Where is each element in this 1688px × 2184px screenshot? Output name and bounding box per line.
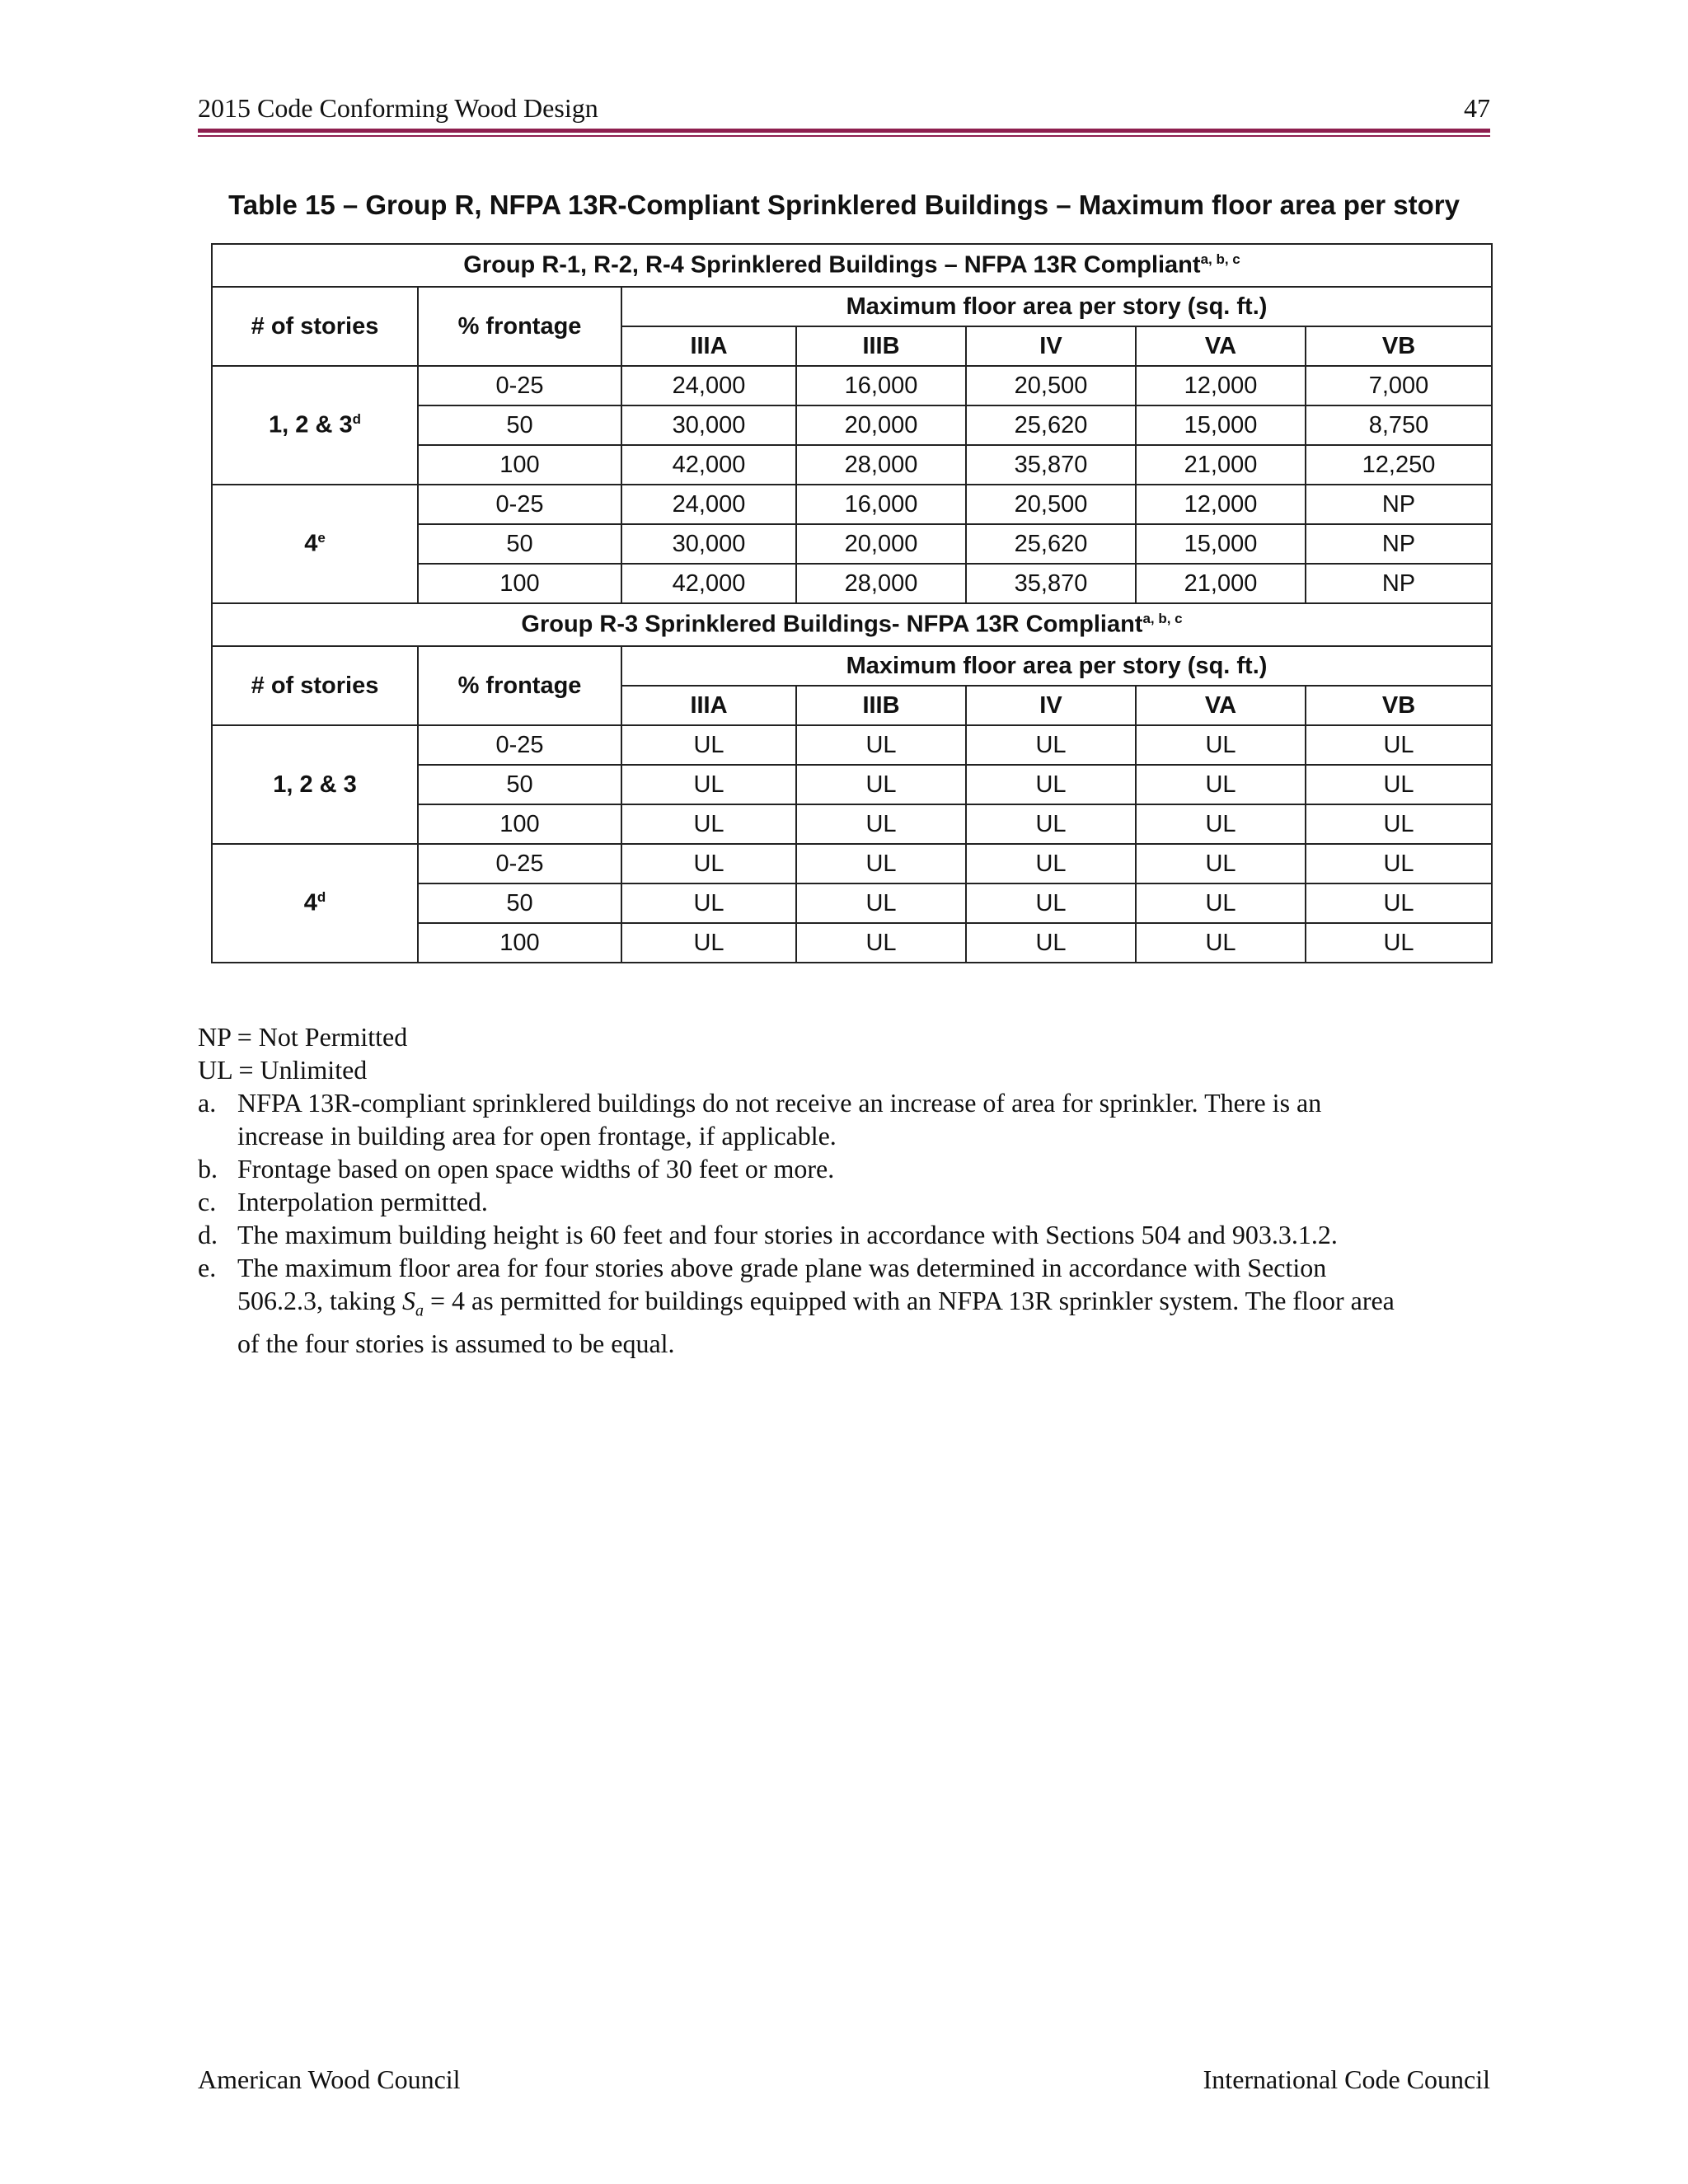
area-cell: UL — [1136, 883, 1306, 923]
stories-superscript: d — [316, 889, 326, 906]
col-header-max-area: Maximum floor area per story (sq. ft.) — [621, 646, 1492, 686]
area-cell: 12,000 — [1136, 485, 1306, 524]
table-header-row — [212, 646, 1492, 686]
table-section-title-row — [212, 603, 1492, 646]
area-cell: UL — [621, 844, 796, 883]
stories-superscript: e — [317, 530, 326, 546]
col-header-stories: # of stories — [212, 287, 418, 366]
frontage-cell: 0-25 — [418, 485, 621, 524]
area-cell: NP — [1306, 485, 1492, 524]
footnote-line: of the four stories is assumed to be equal. — [237, 1329, 675, 1359]
header-title: 2015 Code Conforming Wood Design — [198, 93, 598, 123]
frontage-cell: 50 — [418, 405, 621, 445]
table-row — [212, 725, 1492, 765]
area-cell: UL — [796, 765, 966, 804]
area-cell: 24,000 — [621, 485, 796, 524]
stories-cell — [212, 725, 418, 844]
header-rule-thick — [198, 129, 1490, 133]
area-cell: UL — [621, 923, 796, 963]
table-row — [212, 366, 1492, 405]
area-cell: UL — [1306, 765, 1492, 804]
col-header-type: IV — [966, 326, 1136, 366]
area-cell: UL — [796, 844, 966, 883]
frontage-cell: 50 — [418, 883, 621, 923]
area-cell: UL — [621, 725, 796, 765]
table-notes — [198, 1020, 1484, 1360]
area-cell: 42,000 — [621, 564, 796, 603]
table-header-row — [212, 287, 1492, 326]
area-cell: 20,500 — [966, 366, 1136, 405]
stories-label: 1, 2 & 3 — [273, 771, 357, 798]
footnote-line: Interpolation permitted. — [237, 1187, 488, 1216]
frontage-cell: 100 — [418, 564, 621, 603]
area-cell: 16,000 — [796, 366, 966, 405]
area-cell: 24,000 — [621, 366, 796, 405]
footnote-e — [198, 1251, 1484, 1360]
area-cell: UL — [1136, 923, 1306, 963]
frontage-cell: 100 — [418, 445, 621, 485]
col-header-type: IIIA — [621, 686, 796, 725]
section-title-text: Group R-1, R-2, R-4 Sprinklered Buildings – NFPA 13R Compliant — [463, 251, 1201, 279]
footnote-text: 506.2.3, taking — [237, 1286, 402, 1315]
area-cell: 20,500 — [966, 485, 1136, 524]
frontage-cell: 100 — [418, 923, 621, 963]
area-cell: UL — [966, 804, 1136, 844]
area-cell: 12,000 — [1136, 366, 1306, 405]
col-header-type: VA — [1136, 326, 1306, 366]
area-cell: 21,000 — [1136, 445, 1306, 485]
section-title — [212, 603, 1492, 646]
sa-symbol — [401, 1286, 424, 1320]
floor-area-table — [211, 243, 1493, 963]
col-header-type: IIIB — [796, 326, 966, 366]
area-cell: UL — [966, 883, 1136, 923]
footnote-label: a. — [198, 1088, 217, 1118]
col-header-type: VB — [1306, 686, 1492, 725]
area-cell: 20,000 — [796, 524, 966, 564]
stories-label: 1, 2 & 3 — [269, 411, 353, 438]
stories-cell — [212, 485, 418, 603]
stories-label: 4 — [304, 530, 318, 557]
col-header-frontage: % frontage — [418, 287, 621, 366]
area-cell: 28,000 — [796, 564, 966, 603]
area-cell: UL — [966, 923, 1136, 963]
area-cell: UL — [966, 725, 1136, 765]
table-row — [212, 844, 1492, 883]
running-header — [198, 89, 1490, 127]
area-cell: UL — [621, 765, 796, 804]
frontage-cell: 0-25 — [418, 366, 621, 405]
footnote — [198, 1086, 1484, 1152]
stories-superscript: d — [352, 411, 361, 428]
area-cell: 25,620 — [966, 405, 1136, 445]
area-cell: 21,000 — [1136, 564, 1306, 603]
area-cell: 16,000 — [796, 485, 966, 524]
footnote-label: d. — [198, 1220, 218, 1249]
footnote — [198, 1185, 1484, 1218]
table-caption: Table 15 – Group R, NFPA 13R-Compliant Sprinklered Buildings – Maximum floor area per story — [228, 190, 1460, 220]
table-body — [212, 244, 1492, 963]
frontage-cell: 100 — [418, 804, 621, 844]
area-cell: UL — [1136, 844, 1306, 883]
area-cell: 12,250 — [1306, 445, 1492, 485]
area-cell: UL — [1306, 844, 1492, 883]
footnote-list — [198, 1086, 1484, 1251]
footnote-text: = 4 as permitted for buildings equipped with an NFPA 13R sprinkler system. The floor area — [423, 1286, 1395, 1315]
section-title-text: Group R-3 Sprinklered Buildings- NFPA 13R Compliant — [521, 611, 1143, 638]
area-cell: 15,000 — [1136, 405, 1306, 445]
area-cell: UL — [1306, 923, 1492, 963]
area-cell: NP — [1306, 524, 1492, 564]
area-cell: UL — [796, 725, 966, 765]
col-header-max-area: Maximum floor area per story (sq. ft.) — [621, 287, 1492, 326]
area-cell: 42,000 — [621, 445, 796, 485]
col-header-type: VA — [1136, 686, 1306, 725]
section-title — [212, 244, 1492, 287]
col-header-type: IIIA — [621, 326, 796, 366]
footnote-line: increase in building area for open frontage, if applicable. — [237, 1121, 837, 1151]
area-cell: UL — [1306, 804, 1492, 844]
area-cell: 28,000 — [796, 445, 966, 485]
area-cell: 8,750 — [1306, 405, 1492, 445]
area-cell: UL — [796, 804, 966, 844]
area-cell: 30,000 — [621, 524, 796, 564]
footnote-line: The maximum building height is 60 feet and four stories in accordance with Sections 504 and 903.3.1.2. — [237, 1220, 1338, 1249]
footnote-label: b. — [198, 1154, 218, 1183]
col-header-frontage: % frontage — [418, 646, 621, 725]
area-cell: 20,000 — [796, 405, 966, 445]
ul-definition: UL = Unlimited — [198, 1055, 368, 1085]
section-title-superscript: a, b, c — [1200, 251, 1240, 268]
footnote-line: NFPA 13R-compliant sprinklered buildings do not receive an increase of area for sprinkler. There is an — [237, 1088, 1322, 1118]
sa-subscript: a — [415, 1301, 424, 1320]
stories-label: 4 — [303, 889, 317, 916]
area-cell: 25,620 — [966, 524, 1136, 564]
col-header-type: IV — [966, 686, 1136, 725]
np-definition: NP = Not Permitted — [198, 1022, 408, 1052]
section-title-superscript: a, b, c — [1142, 611, 1183, 627]
area-cell: UL — [966, 844, 1136, 883]
area-cell: UL — [621, 883, 796, 923]
running-footer — [198, 2060, 1490, 2098]
area-cell: UL — [1306, 883, 1492, 923]
stories-cell — [212, 844, 418, 963]
area-cell: UL — [1136, 804, 1306, 844]
area-cell: UL — [966, 765, 1136, 804]
sa-letter: S — [401, 1286, 415, 1315]
footnote-label: e. — [198, 1253, 217, 1282]
header-rule-thin — [198, 135, 1490, 137]
area-cell: UL — [1306, 725, 1492, 765]
page-number: 47 — [1464, 93, 1490, 123]
stories-cell — [212, 366, 418, 485]
footnote-label: c. — [198, 1187, 217, 1216]
footnote — [198, 1152, 1484, 1185]
area-cell: UL — [796, 883, 966, 923]
table-row — [212, 485, 1492, 524]
area-cell: UL — [796, 923, 966, 963]
area-cell: UL — [621, 804, 796, 844]
col-header-type: IIIB — [796, 686, 966, 725]
table-section-title-row — [212, 244, 1492, 287]
col-header-type: VB — [1306, 326, 1492, 366]
area-cell: 7,000 — [1306, 366, 1492, 405]
area-cell: UL — [1136, 725, 1306, 765]
footnote-line: Frontage based on open space widths of 30 feet or more. — [237, 1154, 835, 1183]
frontage-cell: 0-25 — [418, 725, 621, 765]
col-header-stories: # of stories — [212, 646, 418, 725]
area-cell: 15,000 — [1136, 524, 1306, 564]
footnote-line: The maximum floor area for four stories above grade plane was determined in accordance with Section — [237, 1253, 1327, 1282]
area-cell: 35,870 — [966, 564, 1136, 603]
area-cell: UL — [1136, 765, 1306, 804]
frontage-cell: 50 — [418, 765, 621, 804]
footnote — [198, 1218, 1484, 1251]
footer-left: American Wood Council — [198, 2064, 461, 2094]
area-cell: NP — [1306, 564, 1492, 603]
area-cell: 30,000 — [621, 405, 796, 445]
frontage-cell: 50 — [418, 524, 621, 564]
footer-right: International Code Council — [1203, 2064, 1490, 2094]
area-cell: 35,870 — [966, 445, 1136, 485]
footnote-line — [237, 1284, 1484, 1327]
frontage-cell: 0-25 — [418, 844, 621, 883]
